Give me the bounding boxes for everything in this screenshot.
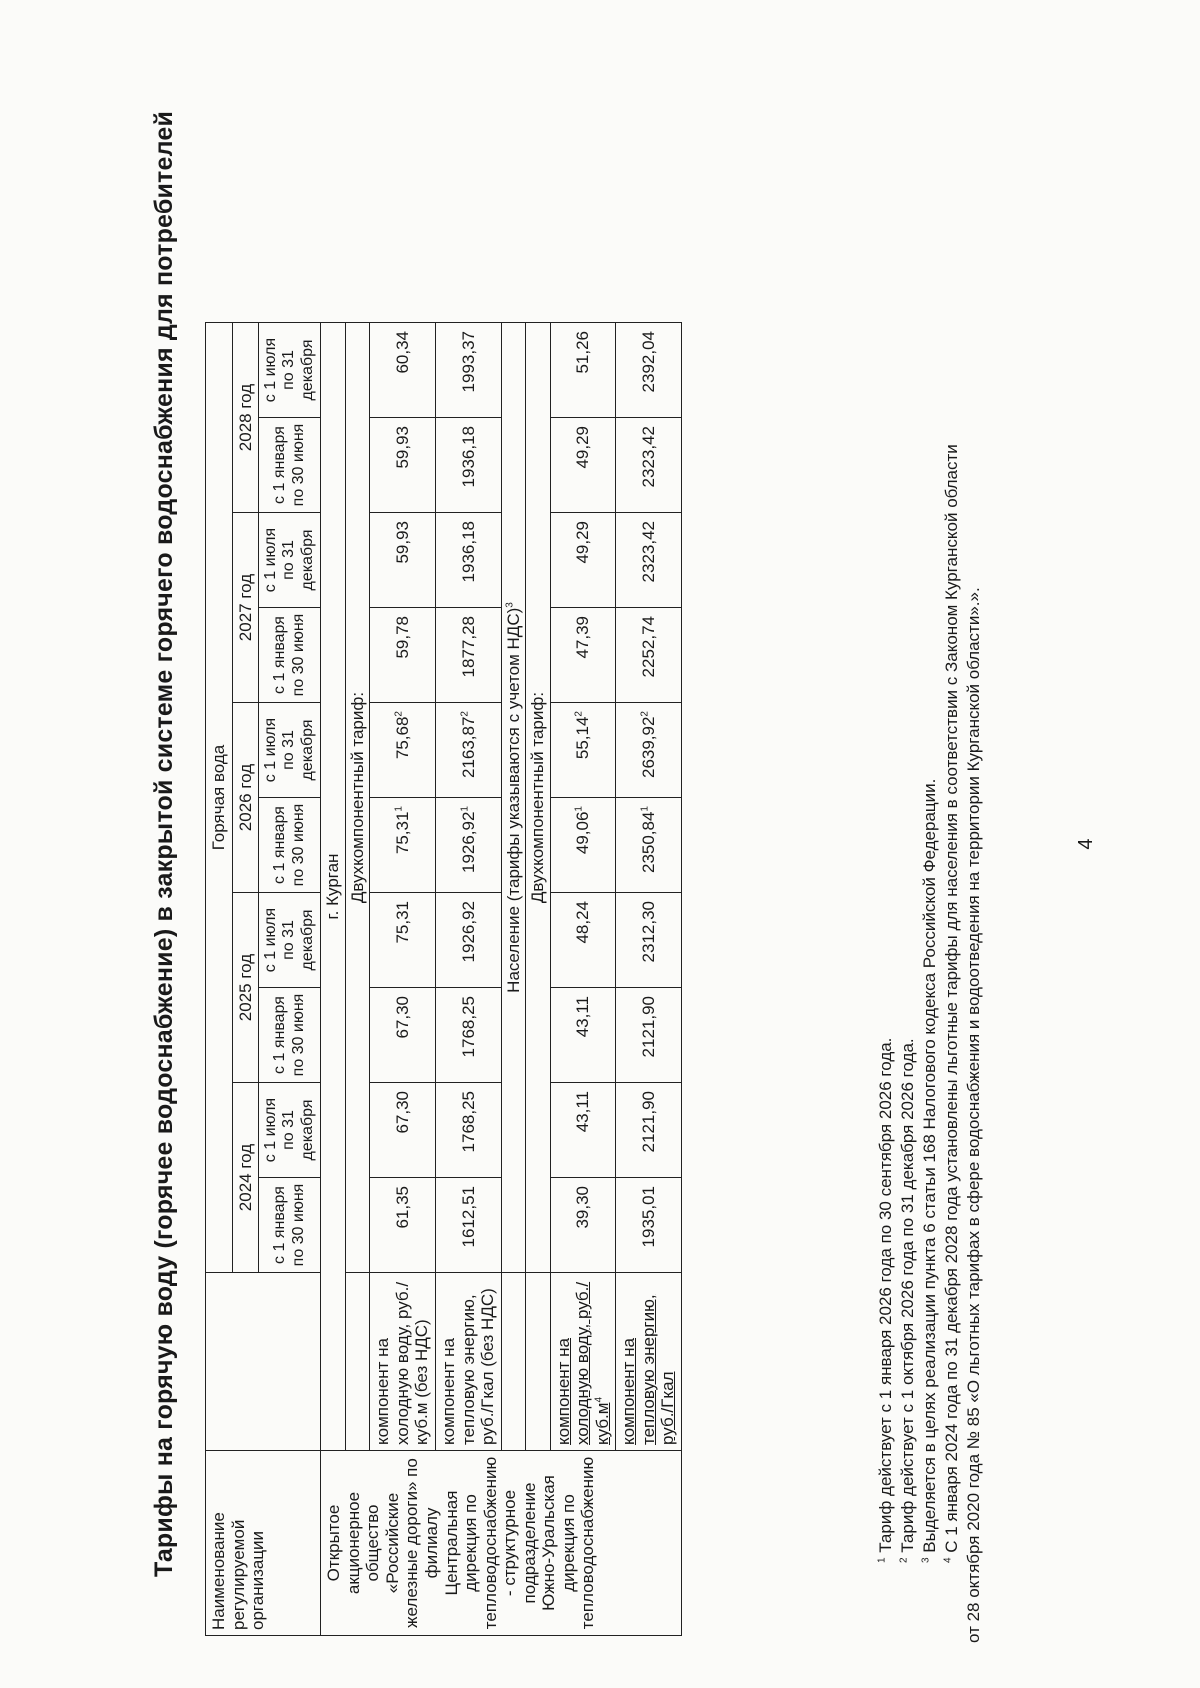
year-2024: 2024 год	[232, 1083, 259, 1273]
value-cell: 55,14$^2$	[550, 703, 616, 798]
value-cell: 1936,18	[436, 513, 502, 608]
value-cell: 43,11	[550, 988, 616, 1083]
value-cell: 61,35	[370, 1178, 436, 1273]
value-cell: 48,24	[550, 893, 616, 988]
table-row	[616, 323, 682, 1636]
year-2028: 2028 год	[232, 323, 259, 513]
city-label: г. Курган	[321, 323, 346, 1451]
value-cell: 1877,28	[436, 608, 502, 703]
section-spacer	[345, 1273, 370, 1451]
value-cell: 59,93	[370, 513, 436, 608]
value-cell: 1768,25	[436, 1083, 502, 1178]
section-row-two-component-2	[526, 323, 551, 1636]
value-cell: 75,68$^2$	[370, 703, 436, 798]
hot-water-header: Горячая вода	[206, 323, 233, 1273]
tariff-table	[205, 322, 682, 1636]
footnote-3: $^3$ Выделяется в целях реализации пункта 6 статьи 168 Налогового кодекса Российской Федерации.	[920, 778, 939, 1563]
value-cell: 1935,01	[616, 1178, 682, 1273]
two-component-label-2: Двухкомпонентный тариф:	[526, 323, 551, 1273]
component-cold-water-1: компонент на холодную воду, руб./куб.м (без НДС)	[370, 1273, 436, 1451]
value-cell: 39,30	[550, 1178, 616, 1273]
value-cell: 67,30	[370, 988, 436, 1083]
value-cell: 1926,92$^1$	[436, 798, 502, 893]
value-cell: 60,34	[370, 323, 436, 418]
population-label: Население (тарифы указываются с учетом НДС)$^3$	[501, 323, 526, 1273]
document-title: Тарифы на горячую воду (горячее водоснабжение) в закрытой системе горячего водоснабжения для потребителей	[150, 110, 178, 1578]
value-cell: 75,31$^1$	[370, 798, 436, 893]
period-h2-2025: с 1 июля по 31 декабря	[259, 893, 321, 988]
component-header	[206, 1273, 321, 1451]
organization-name: Открытое акционерное общество «Российские железные дороги» по филиалу Центральная дирекция по тепловодоснабжению - структурное подразделение Южно-Уральская дирекция по тепловодоснабжению	[321, 1451, 682, 1636]
value-cell: 67,30	[370, 1083, 436, 1178]
section-spacer	[501, 1273, 526, 1451]
value-cell: 2252,74	[616, 608, 682, 703]
footnote-1: $^1$ Тариф действует с 1 января 2026 года по 30 сентября 2026 года.	[876, 1037, 895, 1563]
value-cell: 1936,18	[436, 418, 502, 513]
section-spacer	[526, 1273, 551, 1451]
value-cell: 2392,04	[616, 323, 682, 418]
year-2027: 2027 год	[232, 513, 259, 703]
table-row	[550, 323, 616, 1636]
period-h1-2025: с 1 января по 30 июня	[259, 988, 321, 1083]
value-cell: 1768,25	[436, 988, 502, 1083]
footnote-2: $^2$ Тариф действует с 1 октября 2026 года по 31 декабря 2026 года.	[898, 1038, 917, 1563]
period-h2-2024: с 1 июля по 31 декабря	[259, 1083, 321, 1178]
year-2025: 2025 год	[232, 893, 259, 1083]
value-cell: 2323,42	[616, 513, 682, 608]
component-heat-1: компонент на тепловую энергию, руб./Гкал (без НДС)	[436, 1273, 502, 1451]
page-number: 4	[1075, 838, 1097, 850]
value-cell: 2312,30	[616, 893, 682, 988]
period-h1-2024: с 1 января по 30 июня	[259, 1178, 321, 1273]
value-cell: 51,26	[550, 323, 616, 418]
header-row-1	[206, 323, 233, 1636]
value-cell: 2121,90	[616, 988, 682, 1083]
footnote-4: $^4$ С 1 января 2024 года по 31 декабря 2028 года установлены льготные тарифы для населения в соответствии с Законом Курганской области	[942, 444, 961, 1563]
value-cell: 49,06$^1$	[550, 798, 616, 893]
value-cell: 49,29	[550, 418, 616, 513]
value-cell: 2323,42	[616, 418, 682, 513]
value-cell: 1612,51	[436, 1178, 502, 1273]
value-cell: 49,29	[550, 513, 616, 608]
component-heat-2: компонент на тепловую энергию, руб./Гкал	[616, 1273, 682, 1451]
section-row-two-component-1	[345, 323, 370, 1636]
footnotes	[875, 40, 985, 1643]
period-h2-2027: с 1 июля по 31 декабря	[259, 513, 321, 608]
value-cell: 75,31	[370, 893, 436, 988]
section-row-population	[501, 323, 526, 1636]
value-cell: 1926,92	[436, 893, 502, 988]
value-cell: 47,39	[550, 608, 616, 703]
year-2026: 2026 год	[232, 703, 259, 893]
value-cell: 43,11	[550, 1083, 616, 1178]
value-cell: 59,93	[370, 418, 436, 513]
table-row	[436, 323, 502, 1636]
period-h1-2027: с 1 января по 30 июня	[259, 608, 321, 703]
component-cold-water-2: компонент на холодную воду, $руб./куб.м^4$	[550, 1273, 616, 1451]
period-h2-2028: с 1 июля по 31 декабря	[259, 323, 321, 418]
city-row	[321, 323, 346, 1636]
period-h1-2028: с 1 января по 30 июня	[259, 418, 321, 513]
value-cell: 2163,87$^2$	[436, 703, 502, 798]
period-h2-2026: с 1 июля по 31 декабря	[259, 703, 321, 798]
footnote-4-continuation: от 28 октября 2020 года № 85 «О льготных тарифах в сфере водоснабжения и водоотведения на территории Курганской области».».	[964, 587, 983, 1643]
value-cell: 2639,92$^2$	[616, 703, 682, 798]
org-header: Наименование регулируемой организации	[206, 1451, 321, 1636]
value-cell: 2121,90	[616, 1083, 682, 1178]
two-component-label-1: Двухкомпонентный тариф:	[345, 323, 370, 1273]
value-cell: 1993,37	[436, 323, 502, 418]
period-h1-2026: с 1 января по 30 июня	[259, 798, 321, 893]
value-cell: 2350,84$^1$	[616, 798, 682, 893]
value-cell: 59,78	[370, 608, 436, 703]
table-row	[370, 323, 436, 1636]
